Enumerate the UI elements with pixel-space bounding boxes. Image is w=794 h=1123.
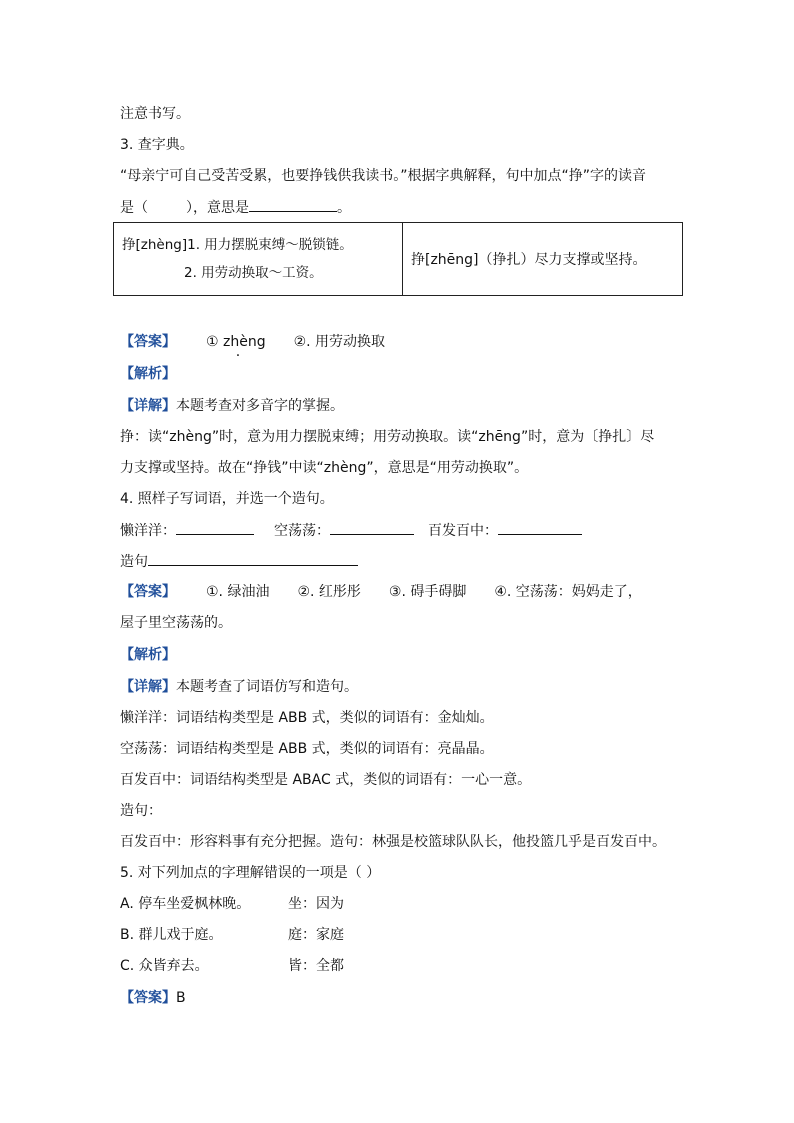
word-label: 百发百中： [428, 523, 498, 539]
text-line: 注意书写。 [120, 106, 190, 122]
detail-tag: 【详解】 [120, 398, 176, 414]
prompt-part: 。 [337, 200, 351, 216]
answer-row [120, 332, 385, 352]
detail-text: 本题考查对多音字的掌握。 [176, 398, 344, 414]
detail-row [120, 677, 358, 697]
option-text: A. 停车坐爱枫林晚。 [120, 896, 251, 912]
dictionary-entry: 挣[zhèng]1. 用力摆脱束缚～脱锁链。 [122, 237, 353, 253]
answer-blank [249, 197, 337, 212]
option-c [120, 956, 344, 976]
dictionary-table [113, 222, 683, 296]
option-text: B. 群儿戏于庭。 [120, 927, 223, 943]
option-meaning: 皆：全都 [288, 958, 344, 974]
prompt-part: 是（ [120, 200, 148, 216]
word-label: 空荡荡： [274, 523, 330, 539]
dictionary-cell-zheng1: 挣[zhēng]（挣扎）尽力支撑或坚持。 [403, 223, 683, 296]
answer-item: ① zhèng · [206, 334, 266, 350]
question-4-blanks [120, 520, 582, 541]
detail-row [120, 396, 344, 416]
word-label: 懒洋洋： [120, 523, 176, 539]
answer-blank [330, 520, 414, 535]
sentence-blank-row [120, 551, 358, 572]
option-meaning: 坐：因为 [288, 896, 344, 912]
explanation-line: 懒洋洋：词语结构类型是 ABB 式，类似的词语有：金灿灿。 [120, 710, 494, 726]
analysis-tag: 【解析】 [120, 366, 176, 382]
detail-text: 本题考查了词语仿写和造句。 [176, 679, 358, 695]
explanation-line: 百发百中：形容料事有充分把握。造句：林强是校篮球队队长，他投篮几乎是百发百中。 [120, 834, 666, 850]
dictionary-cell-zheng4 [114, 223, 403, 296]
explanation-line: 力支撑或坚持。故在“挣钱”中读“zhèng”，意思是“用劳动换取”。 [120, 460, 529, 476]
answer-tag: 【答案】 [120, 584, 176, 600]
explanation-line: 造句： [120, 803, 162, 819]
analysis-tag: 【解析】 [120, 647, 176, 663]
answer-continuation: 屋子里空荡荡的。 [120, 615, 232, 631]
answer-blank [498, 520, 582, 535]
answer-item: ②. 红彤彤 [297, 584, 361, 600]
answer-blank [148, 551, 358, 566]
answer-item: ①. 绿油油 [206, 584, 270, 600]
option-b [120, 925, 344, 945]
explanation-line: 百发百中：词语结构类型是 ABAC 式，类似的词语有：一心一意。 [120, 772, 532, 788]
prompt-part: ），意思是 [186, 200, 249, 216]
question-3-sentence: “母亲宁可自己受苦受累，也要挣钱供我读书。”根据字典解释，句中加点“挣”字的读音 [120, 168, 647, 184]
option-a [120, 894, 344, 914]
answer-tag: 【答案】 [120, 334, 176, 350]
answer-item: ③. 碍手碍脚 [388, 584, 467, 600]
question-3-prompt [120, 197, 351, 218]
question-5-title: 5. 对下列加点的字理解错误的一项是（ ） [120, 865, 381, 881]
question-3-title: 3. 查字典。 [120, 137, 194, 153]
option-text: C. 众皆弃去。 [120, 958, 209, 974]
option-meaning: 庭：家庭 [288, 927, 344, 943]
explanation-line: 空荡荡：词语结构类型是 ABB 式，类似的词语有：亮晶晶。 [120, 741, 494, 757]
question-4-title: 4. 照样子写词语，并选一个造句。 [120, 491, 334, 507]
answer-row [120, 582, 642, 602]
answer-row [120, 988, 186, 1008]
dictionary-entry: 2. 用劳动换取～工资。 [184, 265, 323, 281]
sentence-label: 造句 [120, 554, 148, 570]
answer-item: ④. 空荡荡：妈妈走了， [494, 584, 642, 600]
detail-tag: 【详解】 [120, 679, 176, 695]
answer-blank [176, 520, 254, 535]
explanation-line: 挣：读“zhèng”时，意为用力摆脱束缚；用劳动换取。读“zhēng”时，意为〔挣扎〕尽 [120, 429, 655, 445]
answer-item: B [176, 990, 186, 1006]
answer-tag: 【答案】 [120, 990, 176, 1006]
answer-item: ②. 用劳动换取 [293, 334, 386, 350]
